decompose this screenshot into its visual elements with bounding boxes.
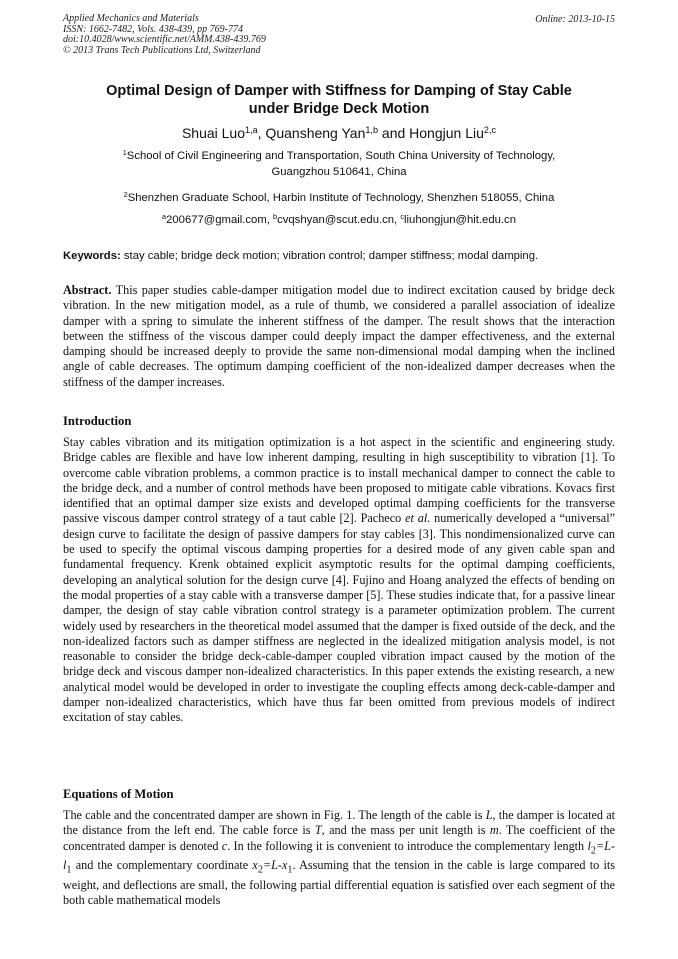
expression: =L-x: [262, 858, 288, 873]
author-list: [63, 124, 615, 142]
affil-text: Guangzhou 510641, China: [271, 166, 407, 178]
keywords-text: stay cable; bridge deck motion; vibration control; damper stiffness; modal damping.: [120, 250, 539, 262]
author-name: Shuai Luo: [181, 125, 246, 141]
subscript: 2: [257, 864, 263, 876]
email-mark: a: [162, 211, 167, 221]
affil-text: School of Civil Engineering and Transportation, South China University of Technology,: [126, 150, 556, 162]
expression: =L-l: [63, 838, 615, 873]
author-separator: and: [378, 125, 410, 141]
author-affil-mark: 2,c: [483, 125, 497, 135]
title-line-1: Optimal Design of Damper with Stiffness for Damping of Stay Cable: [106, 83, 572, 99]
eq-text: , the damper is located at the distance from the left end. The cable force is: [63, 808, 615, 838]
author-affil-mark: 1,a: [245, 125, 258, 135]
equations-heading: Equations of Motion: [63, 787, 174, 801]
symbol-c: c: [221, 838, 228, 853]
online-date: Online: 2013-10-15: [535, 14, 615, 25]
journal-name: Applied Mechanics and Materials: [63, 13, 199, 24]
email-address: 200677@gmail.com,: [166, 214, 274, 226]
equations-body: [63, 808, 615, 909]
author-separator: ,: [257, 125, 266, 141]
symbol-L: L: [485, 808, 493, 822]
email-mark: b: [273, 211, 278, 221]
eq-text: and the complementary coordinate: [71, 858, 253, 873]
abstract-text: This paper studies cable-damper mitigation model due to indirect excitation caused by bridge deck vibration. In the new mitigation model, as a rule of thumb, we considered a parallel association of idealize damper with a spring to simulate the inherent stiffness of the damper. The result shows that the interaction between the stiffness of the viscous damper could deeply impact the damper effectiveness, and the external damping should be increased deeply to provide the same non-dimensional modal damping when the inclined angle of cable decreases. The optimum damping coefficient of the non-idealized damper decreases when the stiffness of the damper increases.: [63, 283, 615, 389]
subscript: 2: [590, 845, 596, 857]
email-mark: c: [400, 211, 405, 221]
subscript: 1: [287, 864, 293, 876]
symbol-m: m: [489, 823, 499, 838]
keywords: [63, 249, 615, 263]
affil-text: Shenzhen Graduate School, Harbin Institute of Technology, Shenzhen 518055, China: [127, 192, 555, 204]
introduction-body: [63, 435, 615, 726]
issn-line: ISSN: 1662-7482, Vols. 438-439, pp 769-774: [63, 23, 243, 35]
introduction-heading: Introduction: [63, 414, 132, 428]
affiliation-2: [63, 190, 615, 206]
intro-text: numerically developed a “universal” design curve to facilitate the design of passive dampers for stay cables [3]. This nondimensionalized curve can be used to specify the optimal viscous damping properties for a desired mode of any given cable span and fundamental frequency. Krenk obtained explicit asymptotic results for the optimal damping coefficients, developing an analytical solution for the design curve [4]. Fujino and Hoang analyzed the effects of bending on the modal properties of a stay cable with a transverse damper [5]. These studies indicate that, for a passive linear damper, the design of stay cable vibration control strategy is a parameter optimization problem. The current widely used by researchers in the theoretical model assumed that the damper is fixed outside of the deck, and the non-idealized factors such as damper stiffness are neglected in the idealized mitigation analysis model, is not reasonable to consider the bridge deck-cable-damper coupled vibration impact caused by the motion of the bridge deck and viscous damper non-idealized characteristics. In this paper extends the existing research, a new analytical model would be developed in order to investigate the coupling effects among deck-cable-damper and damper non-idealized characteristics, which have thus far been omitted from previous models of indirect excitation of stay cables.: [63, 511, 615, 725]
eq-text: . The coefficient of the concentrated damper is denoted: [63, 823, 615, 853]
title-line-2: under Bridge Deck Motion: [248, 101, 430, 117]
affil-mark: 1: [122, 147, 127, 157]
eq-text: , and the mass per unit length is: [321, 823, 490, 838]
eq-text: The cable and the concentrated damper are shown in Fig. 1. The length of the cable is: [63, 808, 486, 822]
journal-meta: [63, 14, 266, 56]
abstract-label: Abstract.: [63, 283, 112, 297]
author-name: Hongjun Liu: [409, 125, 484, 141]
abstract: [63, 283, 615, 390]
author-name: Quansheng Yan: [265, 125, 366, 141]
author-affil-mark: 1,b: [365, 125, 379, 135]
eq-text: . In the following it is convenient to introduce the complementary length: [227, 838, 588, 853]
copyright-line: © 2013 Trans Tech Publications Ltd, Switzerland: [63, 44, 261, 56]
paper-title: [63, 82, 615, 118]
affil-mark: 2: [123, 189, 128, 199]
email-address: cvqshyan@scut.edu.cn,: [277, 214, 401, 226]
symbol-l2: l: [587, 838, 591, 853]
eq-text: . Assuming that the tension in the cable is large compared to its weight, and deflections are small, the following partial differential equation is satisfied over each segment of the both cable mathematical models: [63, 858, 615, 908]
subscript: 1: [66, 864, 72, 876]
intro-italic: et al.: [405, 511, 431, 526]
keywords-label: Keywords:: [63, 250, 121, 262]
symbol-T: T: [314, 823, 322, 838]
email-line: [63, 212, 615, 228]
affiliation-1: [63, 148, 615, 180]
email-address: liuhongjun@hit.edu.cn: [404, 214, 516, 226]
intro-text: Stay cables vibration and its mitigation optimization is a hot aspect in the scientific and engineering study. Bridge cables are flexible and have low inherent damping, resulting in high susceptibility to vibration [1]. To overcome cable vibration problems, a common practice is to install mechanical damper to connect the cable to the bridge deck, and a number of control methods have been proposed to mitigate cable vibrations. Kovacs first identified that an optimal damper size exists and developed optimal damping coefficients for the transverse passive viscous damper control strategy of a taut cable [2]. Pacheco: [63, 435, 615, 526]
doi-line: doi:10.4028/www.scientific.net/AMM.438-439.769: [63, 34, 266, 45]
symbol-x2: x: [252, 858, 258, 873]
